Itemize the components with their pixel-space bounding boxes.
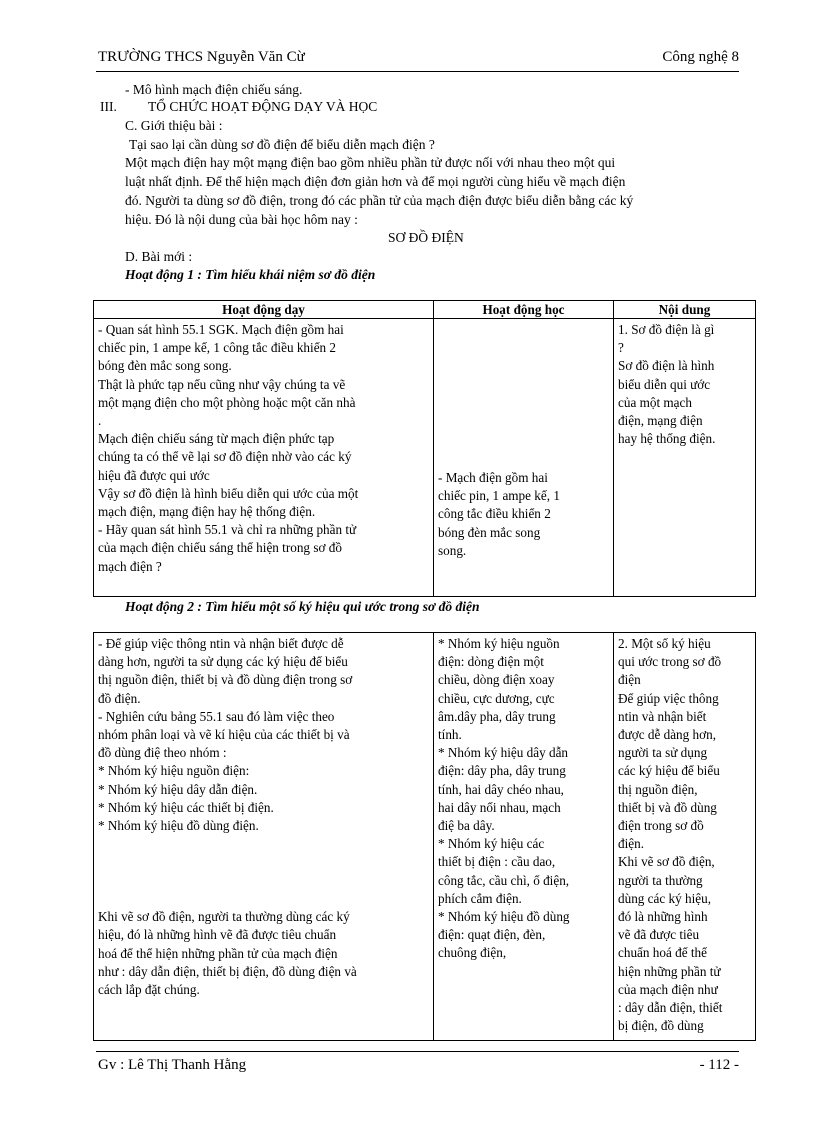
- activity2-teach-bottom: Khi vẽ sơ đồ điện, người ta thường dùng các ký hiệu, đó là những hình vẽ đã được tiêu chuẩn hoá để thể hiện những phần tử của mạch điện như : dây dẫn điện, thiết bị điện, đồ dùng điện và cách lắp đặt chúng.: [98, 909, 357, 998]
- activity2-table: [93, 632, 756, 1041]
- para-line-4: hiệu. Đó là nội dung của bài học hôm nay :: [125, 212, 358, 227]
- para-line-1: Một mạch điện hay một mạng điện bao gồm nhiều phần tử được nối với nhau theo một qui: [125, 155, 616, 170]
- section-number: III.: [100, 99, 117, 114]
- activity1-learn-text: - Mạch điện gồm hai chiếc pin, 1 ampe kế, 1 công tắc điều khiển 2 bóng đèn mắc song song.: [438, 470, 560, 558]
- school-name: TRƯỜNG THCS Nguyễn Văn Cừ: [98, 49, 305, 65]
- activity1-content-cell: 1. Sơ đồ điện là gì ? Sơ đồ điện là hình biểu diễn qui ước của một mạch điện, mạng điện hay hệ thống điện.: [614, 319, 756, 597]
- section-title: TỔ CHỨC HOẠT ĐỘNG DẠY VÀ HỌC: [148, 99, 378, 114]
- para-line-2: luật nhất định. Để thể hiện mạch điện đơn giản hơn và để mọi người cùng hiểu về mạch điện: [125, 174, 626, 189]
- activity1-teach-cell: - Quan sát hình 55.1 SGK. Mạch điện gồm hai chiếc pin, 1 ampe kế, 1 công tắc điều khiển 2 bóng đèn mắc song song. Thật là phức tạp nếu cũng như vậy chúng ta vẽ một mạng điện cho một phòng hoặc một căn nhà . Mạch điện chiếu sáng từ mạch điện phức tạp chúng ta có thể vẽ lại sơ đồ điện nhờ vào các ký hiệu đã được qui ước Vậy sơ đồ điện là hình biểu diễn qui ước của một mạch điện, mạng điện hay hệ thống điện. - Hãy quan sát hình 55.1 và chỉ ra những phần tử của mạch điện chiếu sáng thể hiện trong sơ đồ mạch điện ?: [94, 319, 434, 597]
- lesson-title: SƠ ĐỒ ĐIỆN: [388, 230, 464, 245]
- col-header-content: Nội dung: [614, 301, 756, 319]
- header-rule: [96, 71, 739, 72]
- part-c: C. Giới thiệu bài :: [125, 118, 223, 133]
- col-header-learn: Hoạt động học: [434, 301, 614, 319]
- activity1-learn-cell: [434, 319, 614, 597]
- intro-question: Tại sao lại cần dùng sơ đồ điện để biểu diễn mạch điện ?: [129, 137, 435, 152]
- activity2-content-cell: 2. Một số ký hiệu qui ước trong sơ đồ điện Để giúp việc thông ntin và nhận biết được dễ dàng hơn, người ta sử dụng các ký hiệu để biểu thị nguồn điện, thiết bị và đồ dùng điện trong sơ đồ điện. Khi vẽ sơ đồ điện, người ta thường dùng các ký hiệu, đó là những hình vẽ đã được tiêu chuẩn hoá để thể hiện những phần tử của mạch điện như : dây dẫn điện, thiết bị điện, đồ dùng: [614, 633, 756, 1041]
- activity2-teach-top: - Để giúp việc thông ntin và nhận biết được dễ dàng hơn, người ta sử dụng các ký hiệu để biểu thị nguồn điện, thiết bị và đồ dùng điện trong sơ đồ điện. - Nghiên cứu bảng 55.1 sau đó làm việc theo nhóm phân loại và vẽ kí hiệu của các thiết bị và đồ dùng điệ theo nhóm : * Nhóm ký hiệu nguồn điện: * Nhóm ký hiệu dây dẫn điện. * Nhóm ký hiệu các thiết bị điện. * Nhóm ký hiệu đồ dùng điện.: [98, 636, 353, 834]
- subject-name: Công nghệ 8: [662, 49, 739, 65]
- part-d: D. Bài mới :: [125, 249, 193, 264]
- activity1-table: [93, 300, 756, 597]
- activity1-heading: Hoạt động 1 : Tìm hiểu khái niệm sơ đồ điện: [125, 267, 376, 282]
- teacher-name: Gv : Lê Thị Thanh Hằng: [98, 1057, 247, 1073]
- page-number: - 112 -: [699, 1057, 739, 1073]
- activity2-learn-cell: * Nhóm ký hiệu nguồn điện: dòng điện một chiều, dòng điện xoay chiều, cực dương, cực âm.dây pha, dây trung tính. * Nhóm ký hiệu dây dẫn điện: dây pha, dây trung tính, hai dây chéo nhau, hai dây nối nhau, mạch điệ ba dây. * Nhóm ký hiệu các thiết bị điện : cầu dao, công tắc, cầu chì, ổ điện, phích cắm điện. * Nhóm ký hiệu đồ dùng điện: quạt điện, đèn, chuông điện,: [434, 633, 614, 1041]
- footer-rule: [96, 1051, 739, 1052]
- para-line-3: đó. Người ta dùng sơ đồ điện, trong đó các phần tử của mạch điện được biểu diễn bằng các ký: [125, 193, 634, 208]
- col-header-teach: Hoạt động dạy: [94, 301, 434, 319]
- activity2-teach-cell: [94, 633, 434, 1041]
- activity2-heading: Hoạt động 2 : Tìm hiểu một số ký hiệu qui ước trong sơ đồ điện: [125, 599, 480, 614]
- bullet-item: - Mô hình mạch điện chiếu sáng.: [125, 82, 303, 97]
